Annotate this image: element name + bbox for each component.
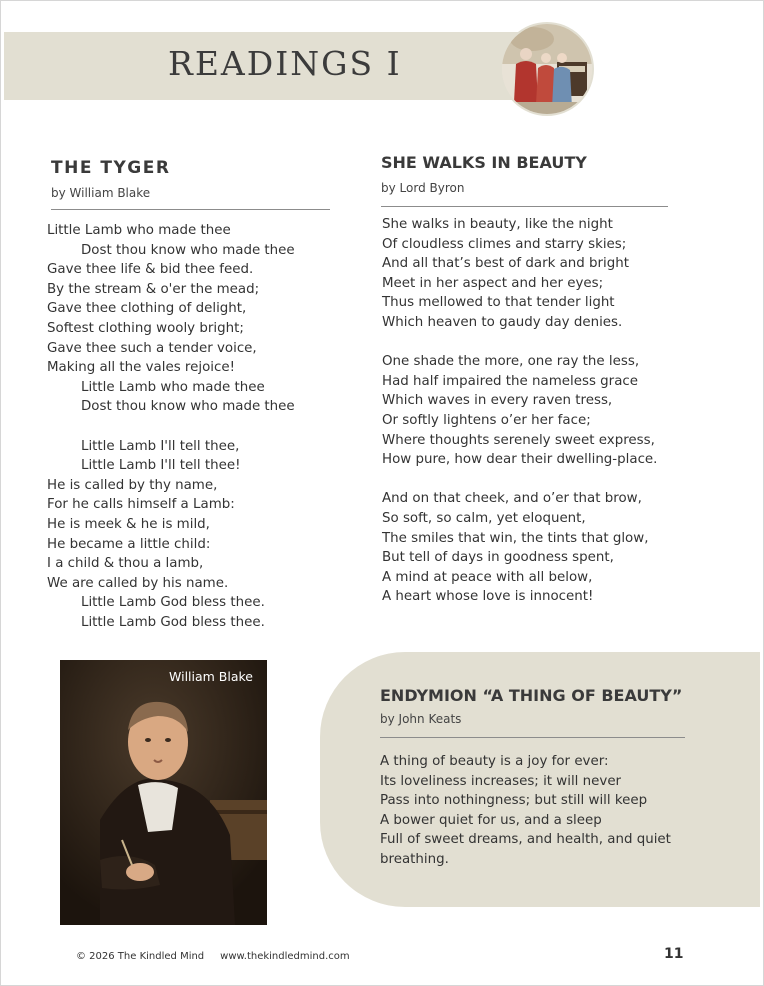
poem-line: Little Lamb I'll tell thee! — [81, 458, 241, 474]
poem-line: A thing of beauty is a joy for ever: — [380, 754, 609, 769]
william-blake-portrait — [60, 660, 267, 925]
poem-line: A bower quiet for us, and a sleep — [380, 812, 602, 828]
stanza-gap — [47, 417, 295, 437]
keats-divider — [380, 737, 685, 738]
byron-poem-text — [382, 215, 657, 607]
poem-line: Dost thou know who made thee — [81, 242, 295, 258]
stanza-gap — [382, 333, 657, 353]
poem-line: He is meek & he is mild, — [47, 516, 210, 532]
poem-line: Making all the vales rejoice! — [47, 360, 235, 376]
poem-line: Gave thee clothing of delight, — [47, 301, 247, 317]
poem-line: Little Lamb who made thee — [81, 379, 265, 395]
poem-line: Little Lamb who made thee — [47, 223, 231, 238]
poem-line: He is called by thy name, — [47, 477, 218, 493]
byron-title: SHE WALKS IN BEAUTY — [381, 153, 587, 172]
poem-line: How pure, how dear their dwelling-place. — [382, 452, 658, 468]
poem-line: Gave thee such a tender voice, — [47, 340, 257, 356]
keats-title: ENDYMION “A THING OF BEAUTY” — [380, 686, 683, 705]
keats-poem-text — [380, 752, 671, 870]
poem-line: Or softly lightens o’er her face; — [382, 412, 591, 428]
tyger-poem-text — [47, 221, 295, 632]
tyger-author: by William Blake — [51, 186, 151, 200]
byron-divider — [381, 206, 668, 207]
poem-line: breathing. — [380, 851, 449, 867]
poem-line: So soft, so calm, yet eloquent, — [382, 510, 586, 526]
header-painting-image — [500, 22, 594, 116]
poem-line: Dost thou know who made thee — [81, 399, 295, 415]
poem-line: Gave thee life & bid thee feed. — [47, 262, 254, 278]
byron-author: by Lord Byron — [381, 181, 465, 195]
poem-line: Of cloudless climes and starry skies; — [382, 236, 627, 252]
page-title: READINGS I — [168, 44, 402, 83]
footer — [76, 951, 350, 962]
poem-line: And all that’s best of dark and bright — [382, 256, 630, 272]
poem-line: Where thoughts serenely sweet express, — [382, 432, 655, 448]
poem-line: A heart whose love is innocent! — [382, 589, 594, 605]
poem-line: We are called by his name. — [47, 575, 229, 591]
poem-line: Meet in her aspect and her eyes; — [382, 275, 604, 291]
poem-line: One shade the more, one ray the less, — [382, 354, 640, 370]
poem-line: For he calls himself a Lamb: — [47, 497, 235, 513]
poem-line: Its loveliness increases; it will never — [380, 773, 622, 789]
poem-line: Which waves in every raven tress, — [382, 393, 613, 409]
poem-line: Thus mellowed to that tender light — [382, 295, 615, 311]
footer-url[interactable]: www.thekindledmind.com — [220, 951, 350, 962]
poem-line: But tell of days in goodness spent, — [382, 550, 614, 566]
poem-line: And on that cheek, and o’er that brow, — [382, 491, 642, 507]
poem-line: Little Lamb God bless thee. — [81, 595, 265, 611]
tyger-title: THE TYGER — [51, 158, 171, 178]
poem-line: Full of sweet dreams, and health, and quiet — [380, 832, 671, 848]
tyger-divider — [51, 209, 330, 210]
poem-line: She walks in beauty, like the night — [382, 217, 613, 232]
poem-line: Had half impaired the nameless grace — [382, 373, 638, 389]
poem-line: He became a little child: — [47, 536, 211, 552]
poem-line: The smiles that win, the tints that glow, — [382, 530, 649, 546]
poem-line: Little Lamb God bless thee. — [81, 614, 265, 630]
portrait-caption: William Blake — [169, 669, 253, 684]
poem-line: A mind at peace with all below, — [382, 569, 593, 585]
poem-line: Pass into nothingness; but still will keep — [380, 793, 648, 809]
poem-line: Softest clothing wooly bright; — [47, 320, 244, 336]
poem-line: By the stream & o'er the mead; — [47, 281, 260, 297]
page-number: 11 — [664, 946, 684, 962]
poem-line: I a child & thou a lamb, — [47, 556, 204, 572]
keats-author: by John Keats — [380, 712, 462, 726]
stanza-gap — [382, 470, 657, 490]
poem-line: Little Lamb I'll tell thee, — [81, 438, 240, 454]
footer-copyright: © 2026 The Kindled Mind — [76, 951, 205, 962]
poem-line: Which heaven to gaudy day denies. — [382, 314, 623, 330]
